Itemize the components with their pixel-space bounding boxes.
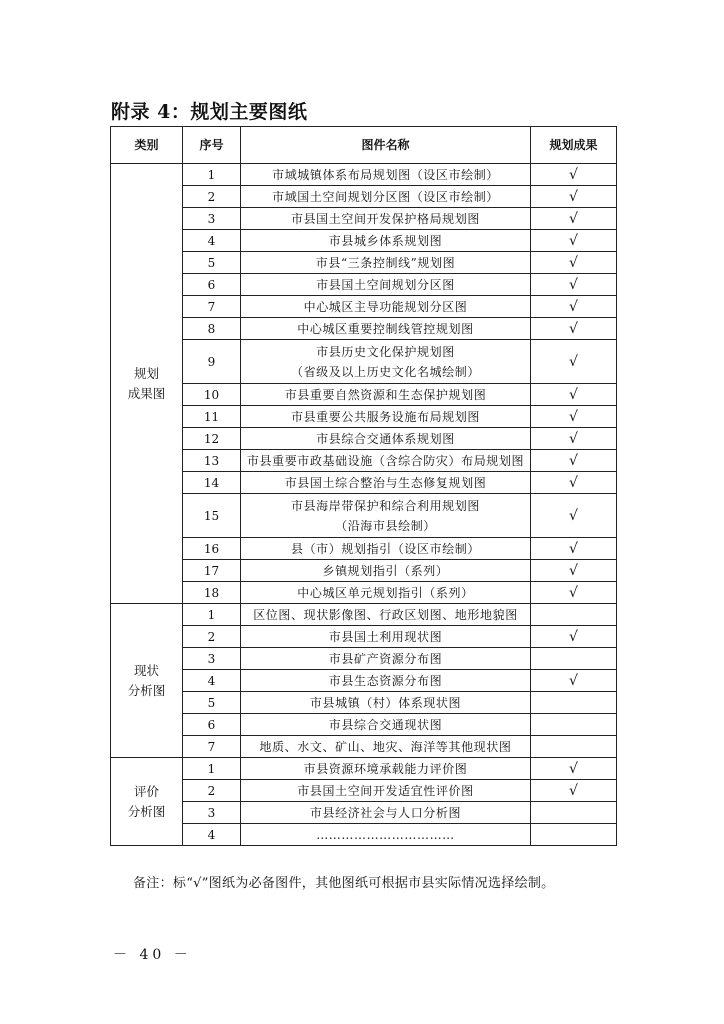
drawing-name <box>241 648 531 670</box>
table-row <box>111 604 617 626</box>
check-mark-icon: √ <box>569 782 578 799</box>
header-planning-result: 规划成果 <box>531 127 617 164</box>
drawing-name <box>241 670 531 692</box>
row-number: 6 <box>183 714 241 736</box>
drawing-name-line: 市县综合交通体系规划图 <box>316 431 455 446</box>
category-label-line: 分析图 <box>127 803 166 819</box>
table-row <box>111 626 617 648</box>
planning-result-cell <box>531 450 617 472</box>
table-row <box>111 340 617 384</box>
table-row <box>111 802 617 824</box>
planning-result-cell <box>531 692 617 714</box>
check-mark-icon: √ <box>569 540 578 557</box>
drawing-name <box>241 582 531 604</box>
row-number: 2 <box>183 186 241 208</box>
drawing-name <box>241 714 531 736</box>
row-number: 1 <box>183 604 241 626</box>
table-body <box>111 164 617 846</box>
header-drawing-name: 图件名称 <box>241 127 531 164</box>
row-number: 18 <box>183 582 241 604</box>
planning-result-cell <box>531 384 617 406</box>
drawing-name <box>241 164 531 186</box>
planning-result-cell <box>531 670 617 692</box>
drawing-name <box>241 340 531 384</box>
check-mark-icon: √ <box>569 320 578 337</box>
table-row <box>111 274 617 296</box>
check-mark-icon: √ <box>569 562 578 579</box>
drawing-name-line: 市域国土空间规划分区图（设区市绘制） <box>272 189 499 204</box>
check-mark-icon: √ <box>569 507 578 524</box>
row-number: 3 <box>183 648 241 670</box>
table-row <box>111 670 617 692</box>
drawing-name <box>241 604 531 626</box>
table-row <box>111 692 617 714</box>
check-mark-icon: √ <box>569 232 578 249</box>
row-number: 14 <box>183 472 241 494</box>
table-row <box>111 318 617 340</box>
drawing-name-line: 市县国土空间开发保护格局规划图 <box>290 211 480 226</box>
planning-result-cell <box>531 186 617 208</box>
table-row <box>111 428 617 450</box>
category-cell <box>111 164 183 604</box>
check-mark-icon: √ <box>569 188 578 205</box>
planning-result-cell <box>531 802 617 824</box>
check-mark-icon: √ <box>569 254 578 271</box>
planning-result-cell <box>531 472 617 494</box>
drawing-name-line: 市县重要公共服务设施布局规划图 <box>290 409 480 424</box>
planning-result-cell <box>531 714 617 736</box>
drawing-name-line: 中心城区单元规划指引（系列） <box>297 585 474 600</box>
table-row <box>111 736 617 758</box>
row-number: 1 <box>183 758 241 780</box>
category-cell <box>111 604 183 758</box>
planning-result-cell <box>531 164 617 186</box>
header-number: 序号 <box>183 127 241 164</box>
drawing-name-line: 县（市）规划指引（设区市绘制） <box>290 541 480 556</box>
table-header-row <box>111 127 617 164</box>
table-row <box>111 230 617 252</box>
check-mark-icon: √ <box>569 298 578 315</box>
table-row <box>111 714 617 736</box>
check-mark-icon: √ <box>569 408 578 425</box>
page-title: 附录 4：规划主要图纸 <box>111 101 308 123</box>
category-cell <box>111 758 183 846</box>
category-label-line: 现状 <box>133 662 159 678</box>
table-row <box>111 758 617 780</box>
check-mark-icon: √ <box>569 430 578 447</box>
drawing-name-line: 市县国土空间规划分区图 <box>316 277 455 292</box>
planning-result-cell <box>531 252 617 274</box>
drawing-name <box>241 472 531 494</box>
drawing-name-line: 市县经济社会与人口分析图 <box>309 805 462 820</box>
row-number: 1 <box>183 164 241 186</box>
drawing-name-line: 市县矿产资源分布图 <box>328 651 443 666</box>
drawing-name-line: …………………………… <box>316 827 455 842</box>
drawing-name <box>241 230 531 252</box>
table-row <box>111 648 617 670</box>
planning-result-cell <box>531 582 617 604</box>
drawing-name-line: 地质、水文、矿山、地灾、海洋等其他现状图 <box>259 739 512 754</box>
drawing-name <box>241 538 531 560</box>
planning-result-cell <box>531 736 617 758</box>
drawing-name-line: 市域城镇体系布局规划图（设区市绘制） <box>272 167 499 182</box>
row-number: 2 <box>183 626 241 648</box>
drawing-name-line: 市县国土综合整治与生态修复规划图 <box>284 475 487 490</box>
drawing-name <box>241 626 531 648</box>
row-number: 3 <box>183 208 241 230</box>
row-number: 16 <box>183 538 241 560</box>
row-number: 4 <box>183 824 241 846</box>
planning-result-cell <box>531 296 617 318</box>
category-label-line: 分析图 <box>127 682 166 698</box>
drawing-name-line: 中心城区重要控制线管控规划图 <box>297 321 474 336</box>
drawing-name-line: 市县重要市政基础设施（含综合防灾）布局规划图 <box>246 453 525 468</box>
table-row <box>111 208 617 230</box>
table-row <box>111 406 617 428</box>
check-mark-icon: √ <box>569 760 578 777</box>
planning-result-cell <box>531 648 617 670</box>
drawings-table <box>110 126 617 846</box>
table-row <box>111 252 617 274</box>
drawing-name <box>241 428 531 450</box>
row-number: 17 <box>183 560 241 582</box>
category-label-line: 规划 <box>133 365 159 381</box>
drawing-name-line: 市县资源环境承载能力评价图 <box>303 761 468 776</box>
drawing-name-line: 市县重要自然资源和生态保护规划图 <box>284 387 487 402</box>
row-number: 9 <box>183 340 241 384</box>
check-mark-icon: √ <box>569 210 578 227</box>
table-row <box>111 450 617 472</box>
planning-result-cell <box>531 318 617 340</box>
drawing-name <box>241 208 531 230</box>
planning-result-cell <box>531 626 617 648</box>
planning-result-cell <box>531 604 617 626</box>
check-mark-icon: √ <box>569 166 578 183</box>
planning-result-cell <box>531 208 617 230</box>
check-mark-icon: √ <box>569 628 578 645</box>
row-number: 7 <box>183 296 241 318</box>
drawing-name-line: 市县历史文化保护规划图 <box>316 344 455 359</box>
row-number: 5 <box>183 252 241 274</box>
check-mark-icon: √ <box>569 584 578 601</box>
row-number: 7 <box>183 736 241 758</box>
row-number: 6 <box>183 274 241 296</box>
planning-result-cell <box>531 340 617 384</box>
planning-result-cell <box>531 560 617 582</box>
category-label-line: 评价 <box>133 783 159 799</box>
drawing-name <box>241 384 531 406</box>
check-mark-icon: √ <box>569 672 578 689</box>
check-mark-icon: √ <box>569 353 578 370</box>
drawing-name <box>241 692 531 714</box>
header-category: 类别 <box>111 127 183 164</box>
drawing-name-line: 市县生态资源分布图 <box>328 673 443 688</box>
table-row <box>111 472 617 494</box>
drawing-name-line: （省级及以上历史文化名城绘制） <box>290 364 480 379</box>
row-number: 12 <box>183 428 241 450</box>
footnote: 备注：标“√”图纸为必备图件，其他图纸可根据市县实际情况选择绘制。 <box>133 876 555 891</box>
row-number: 4 <box>183 670 241 692</box>
drawing-name <box>241 274 531 296</box>
drawing-name-line: 市县城乡体系规划图 <box>328 233 443 248</box>
drawing-name <box>241 824 531 846</box>
planning-result-cell <box>531 538 617 560</box>
drawing-name <box>241 758 531 780</box>
drawing-name-line: 中心城区主导功能规划分区图 <box>303 299 468 314</box>
drawing-name-line: 市县国土空间开发适宜性评价图 <box>297 783 474 798</box>
table-row <box>111 186 617 208</box>
drawing-name <box>241 780 531 802</box>
check-mark-icon: √ <box>569 276 578 293</box>
table-row <box>111 494 617 538</box>
drawing-name <box>241 296 531 318</box>
table-row <box>111 560 617 582</box>
row-number: 13 <box>183 450 241 472</box>
drawing-name <box>241 802 531 824</box>
row-number: 10 <box>183 384 241 406</box>
drawing-name-line: 乡镇规划指引（系列） <box>322 563 449 578</box>
row-number: 3 <box>183 802 241 824</box>
planning-result-cell <box>531 274 617 296</box>
planning-result-cell <box>531 230 617 252</box>
planning-result-cell <box>531 406 617 428</box>
table-row <box>111 164 617 186</box>
drawing-name <box>241 252 531 274</box>
planning-result-cell <box>531 758 617 780</box>
row-number: 11 <box>183 406 241 428</box>
drawing-name-line: （沿海市县绘制） <box>335 518 436 533</box>
drawing-name-line: 市县综合交通现状图 <box>328 717 443 732</box>
drawing-name <box>241 450 531 472</box>
table-row <box>111 296 617 318</box>
drawing-name-line: 市县城镇（村）体系现状图 <box>309 695 462 710</box>
drawing-name-line: 市县国土利用现状图 <box>328 629 443 644</box>
category-label-line: 成果图 <box>127 385 166 401</box>
table-row <box>111 824 617 846</box>
drawing-name <box>241 736 531 758</box>
planning-result-cell <box>531 494 617 538</box>
row-number: 8 <box>183 318 241 340</box>
planning-result-cell <box>531 428 617 450</box>
drawing-name <box>241 186 531 208</box>
check-mark-icon: √ <box>569 474 578 491</box>
drawing-name <box>241 406 531 428</box>
page-number: － 40 － <box>113 947 192 963</box>
drawing-name <box>241 494 531 538</box>
row-number: 4 <box>183 230 241 252</box>
table-row <box>111 582 617 604</box>
row-number: 15 <box>183 494 241 538</box>
row-number: 2 <box>183 780 241 802</box>
drawing-name-line: 市县“三条控制线”规划图 <box>315 255 456 270</box>
drawing-name-line: 市县海岸带保护和综合利用规划图 <box>290 498 480 513</box>
check-mark-icon: √ <box>569 386 578 403</box>
planning-result-cell <box>531 780 617 802</box>
table-row <box>111 538 617 560</box>
row-number: 5 <box>183 692 241 714</box>
check-mark-icon: √ <box>569 452 578 469</box>
drawing-name-line: 区位图、现状影像图、行政区划图、地形地貌图 <box>253 607 518 622</box>
planning-result-cell <box>531 824 617 846</box>
drawing-name <box>241 318 531 340</box>
table-row <box>111 780 617 802</box>
table-row <box>111 384 617 406</box>
drawing-name <box>241 560 531 582</box>
